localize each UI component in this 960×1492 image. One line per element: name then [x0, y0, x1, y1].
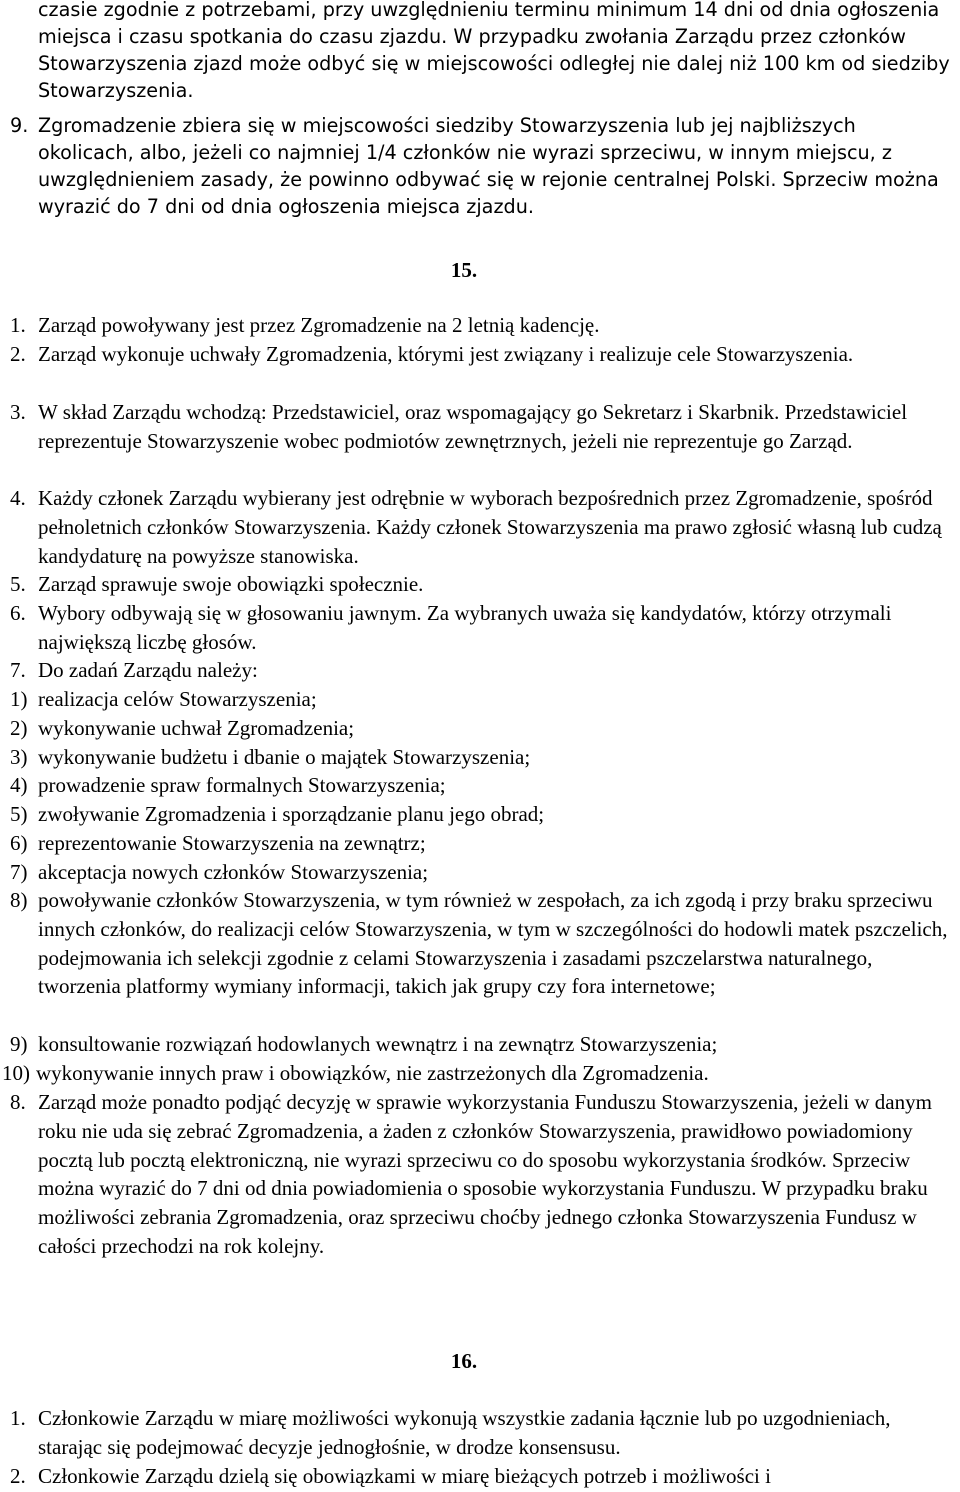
duty-text: prowadzenie spraw formalnych Stowarzyszenia; — [38, 773, 446, 797]
item-text: Członkowie Zarządu w miarę możliwości wykonują wszystkie zadania łącznie lub po uzgodnieniach, starając się podejmować decyzje jednogłośnie, w drodze konsensusu. — [38, 1406, 891, 1459]
item-text: Członkowie Zarządu dzielą się obowiązkami w miarę bieżących potrzeb i możliwości i — [38, 1464, 771, 1488]
duty-text: wykonywanie uchwał Zgromadzenia; — [38, 716, 355, 740]
duty-number: 2) — [10, 716, 28, 740]
item-text: Każdy członek Zarządu wybierany jest odrębnie w wyborach bezpośrednich przez Zgromadzenie, spośród pełnoletnich członków Stowarzyszenia. Każdy członek Stowarzyszenia ma prawo zgłosić własną lub cudzą kandydaturę na powyższe stanowiska. — [38, 486, 942, 568]
duty-text: realizacja celów Stowarzyszenia; — [38, 687, 317, 711]
duty-number: 7) — [10, 860, 28, 884]
section-15-item-7 — [10, 656, 954, 685]
item-number: 1. — [10, 1406, 26, 1430]
item-number: 5. — [10, 572, 26, 596]
continuation-text: czasie zgodnie z potrzebami, przy uwzględnieniu terminu minimum 14 dni od dnia ogłoszenia miejsca i czasu spotkania do czasu zjazdu. W przypadku zwołania Zarządu przez członków Stowarzyszenia zjazd może odbyć się w miejscowości odległej nie dalej niż 100 km od siedziby Stowarzyszenia. — [38, 0, 950, 102]
section-16-item-1 — [10, 1404, 954, 1462]
duty-number: 5) — [10, 802, 28, 826]
item-number: 3. — [10, 400, 26, 424]
item-number: 4. — [10, 486, 26, 510]
item-text: W skład Zarządu wchodzą: Przedstawiciel, oraz wspomagający go Sekretarz i Skarbnik. Przedstawiciel reprezentuje Stowarzyszenie wobec podmiotów zewnętrznych, jeżeli nie reprezentuje go Zarząd. — [38, 400, 908, 453]
section-15-item-1 — [10, 311, 954, 340]
continuation-paragraph — [38, 0, 954, 104]
section-15-item-3 — [10, 398, 954, 456]
duty-item-10 — [2, 1059, 954, 1088]
duty-text: wykonywanie budżetu i dbanie o majątek Stowarzyszenia; — [38, 745, 531, 769]
item-number: 9. — [10, 114, 29, 137]
section-15-item-6 — [10, 599, 954, 657]
duty-number: 3) — [10, 745, 28, 769]
duty-item-6 — [10, 829, 954, 858]
section-15-item-5 — [10, 570, 954, 599]
item-number: 1. — [10, 313, 26, 337]
duty-text: akceptacja nowych członków Stowarzyszenia; — [38, 860, 429, 884]
duty-number: 10) — [2, 1061, 30, 1085]
section-heading-16: 16. — [450, 1349, 478, 1373]
duty-number: 8) — [10, 888, 28, 912]
item-text: Do zadań Zarządu należy: — [38, 658, 258, 682]
section-15-item-8 — [10, 1088, 954, 1261]
duty-item-3 — [10, 743, 954, 772]
duty-number: 1) — [10, 687, 28, 711]
duty-item-4 — [10, 771, 954, 800]
item-number: 2. — [10, 1464, 26, 1488]
duty-text: powoływanie członków Stowarzyszenia, w tym również w zespołach, za ich zgodą i przy braku sprzeciwu innych członków, do realizacji celów Stowarzyszenia, w tym w szczególności do hodowli matek pszczelich, podejmowania ich selekcji zgodnie z celami Stowarzyszenia i zasadami pszczelarstwa naturalnego, tworzenia platformy wymiany informacji, takich jak grupy czy fora internetowe; — [38, 888, 948, 999]
item-text: Zgromadzenie zbiera się w miejscowości siedziby Stowarzyszenia lub jej najbliższych okolicach, albo, jeżeli co najmniej 1/4 członków nie wyrazi sprzeciwu, w innym miejscu, z uwzględnieniem zasady, że powinno odbywać się w rejonie centralnej Polski. Sprzeciw można wyrazić do 7 dni od dnia ogłoszenia miejsca zjazdu. — [38, 114, 939, 218]
duty-text: zwoływanie Zgromadzenia i sporządzanie planu jego obrad; — [38, 802, 545, 826]
item-text: Zarząd może ponadto podjąć decyzję w sprawie wykorzystania Funduszu Stowarzyszenia, jeżeli w danym roku nie uda się zebrać Zgromadzenia, a żaden z członków Stowarzyszenia, prawidłowo powiadomiony pocztą lub pocztą elektroniczną, nie wyrazi sprzeciwu co do sposobu wykorzystania środków. Sprzeciw można wyrazić do 7 dni od dnia powiadomienia o sposobie wykorzystania Funduszu. W przypadku braku możliwości zebrania Zgromadzenia, oraz sprzeciwu choćby jednego członka Stowarzyszenia Fundusz w całości przechodzi na rok kolejny. — [38, 1090, 932, 1258]
duty-number: 6) — [10, 831, 28, 855]
item-number: 6. — [10, 601, 26, 625]
duty-item-8 — [10, 886, 954, 1001]
duty-text: wykonywanie innych praw i obowiązków, nie zastrzeżonych dla Zgromadzenia. — [36, 1061, 709, 1085]
duty-item-1 — [10, 685, 954, 714]
item-text: Wybory odbywają się w głosowaniu jawnym. Za wybranych uważa się kandydatów, którzy otrzymali największą liczbę głosów. — [38, 601, 892, 654]
section-16-item-2 — [10, 1462, 954, 1491]
item-number: 7. — [10, 658, 26, 682]
duty-item-5 — [10, 800, 954, 829]
section-15-item-2 — [10, 340, 954, 369]
duty-number: 9) — [10, 1032, 28, 1056]
item-text: Zarząd sprawuje swoje obowiązki społecznie. — [38, 572, 424, 596]
section-15-item-4 — [10, 484, 954, 570]
duty-item-7 — [10, 858, 954, 887]
item-text: Zarząd wykonuje uchwały Zgromadzenia, którymi jest związany i realizuje cele Stowarzyszenia. — [38, 342, 854, 366]
duty-item-9 — [10, 1030, 954, 1059]
duty-number: 4) — [10, 773, 28, 797]
paragraph-item-9 — [10, 112, 954, 220]
duty-item-2 — [10, 714, 954, 743]
duty-text: konsultowanie rozwiązań hodowlanych wewnątrz i na zewnątrz Stowarzyszenia; — [38, 1032, 718, 1056]
duty-text: reprezentowanie Stowarzyszenia na zewnątrz; — [38, 831, 426, 855]
item-text: Zarząd powoływany jest przez Zgromadzenie na 2 letnią kadencję. — [38, 313, 600, 337]
item-number: 8. — [10, 1090, 26, 1114]
section-heading-15: 15. — [450, 258, 478, 282]
item-number: 2. — [10, 342, 26, 366]
